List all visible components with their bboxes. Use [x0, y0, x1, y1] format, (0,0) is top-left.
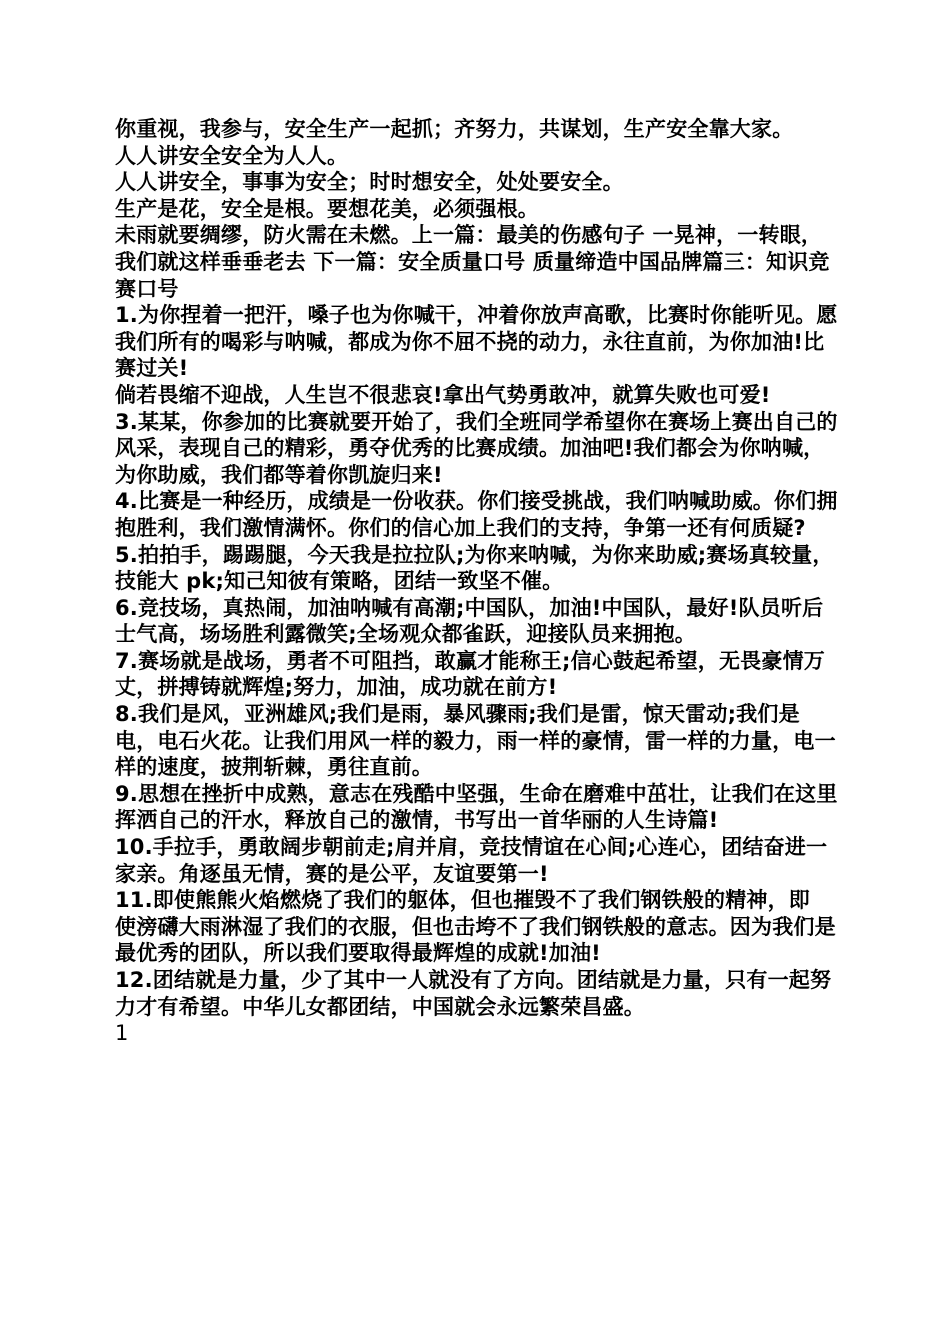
- paragraph: 人人讲安全安全为人人。: [115, 143, 349, 168]
- paragraph: 1.为你捏着一把汗，嗓子也为你喊干，冲着你放声高歌，比赛时你能听见。愿我们所有的喝彩与呐喊，都成为你不屈不挠的动力，永往直前，为你加油!比赛过关!: [115, 303, 838, 381]
- paragraph: 你重视，我参与，安全生产一起抓；齐努力，共谋划，生产安全靠大家。: [115, 117, 794, 141]
- paragraph: 使滂礴大雨淋湿了我们的衣服，但也击垮不了我们钢铁般的意志。因为我们是最优秀的团队，所以我们要取得最辉煌的成就!加油!: [115, 914, 836, 966]
- document-body: [115, 116, 840, 1047]
- page-number: 1: [115, 1021, 129, 1046]
- paragraph: 未雨就要绸缪，防火需在未燃。上一篇：最美的伤感句子 一晃神，一转眼，我们就这样垂垂老去 下一篇：安全质量口号 质量缔造中国品牌篇三：知识竞赛口号: [115, 223, 830, 301]
- paragraph: 生产是花，安全是根。要想花美，必须强根。: [115, 196, 539, 221]
- paragraph: 8.我们是风，亚洲雄风;我们是雨，暴风骤雨;我们是雷，惊天雷动;我们是电，电石火花。让我们用风一样的毅力，雨一样的豪情，雷一样的力量，电一样的速度，披荆斩棘，勇往直前。: [115, 702, 836, 780]
- paragraph: 10.手拉手，勇敢阔步朝前走;肩并肩，竞技情谊在心间;心连心，团结奋进一家亲。角逐虽无情，赛的是公平，友谊要第一!: [115, 835, 828, 886]
- paragraph: 人人讲安全，事事为安全；时时想安全，处处要安全。: [115, 170, 624, 195]
- paragraph: 9.思想在挫折中成熟，意志在残酷中坚强，生命在磨难中茁壮，让我们在这里挥洒自己的汗水，释放自己的激情，书写出一首华丽的人生诗篇!: [115, 781, 838, 833]
- paragraph: 6.竞技场，真热闹，加油呐喊有高潮;中国队，加油!中国队，最好!队员听后士气高，场场胜利露微笑;全场观众都雀跃，迎接队员来拥抱。: [115, 595, 824, 647]
- paragraph: 倘若畏缩不迎战，人生岂不很悲哀!拿出气势勇敢冲，就算失败也可爱!: [115, 382, 771, 407]
- paragraph: 7.赛场就是战场，勇者不可阻挡，敢赢才能称王;信心鼓起希望，无畏豪情万丈，拼搏铸就辉煌;努力，加油，成功就在前方!: [115, 648, 825, 700]
- paragraph: 3.某某，你参加的比赛就要开始了，我们全班同学希望你在赛场上赛出自己的风采，表现自己的精彩，勇夺优秀的比赛成绩。加油吧!我们都会为你呐喊，为你助威，我们都等着你凯旋归来!: [115, 409, 838, 487]
- paragraph: 4.比赛是一种经历，成绩是一份收获。你们接受挑战，我们呐喊助威。你们拥抱胜利，我们激情满怀。你们的信心加上我们的支持，争第一还有何质疑?: [115, 489, 838, 540]
- paragraph: 12.团结就是力量，少了其中一人就没有了方向。团结就是力量，只有一起努力才有希望。中华儿女都团结，中国就会永远繁荣昌盛。: [115, 968, 832, 1019]
- paragraph: 11.即使熊熊火焰燃烧了我们的躯体，但也摧毁不了我们钢铁般的精神，即: [115, 888, 810, 913]
- paragraph: 5.拍拍手，踢踢腿，今天我是拉拉队;为你来呐喊，为你来助威;赛场真较量，技能大 pk;知己知彼有策略，团结一致坚不催。: [115, 542, 834, 594]
